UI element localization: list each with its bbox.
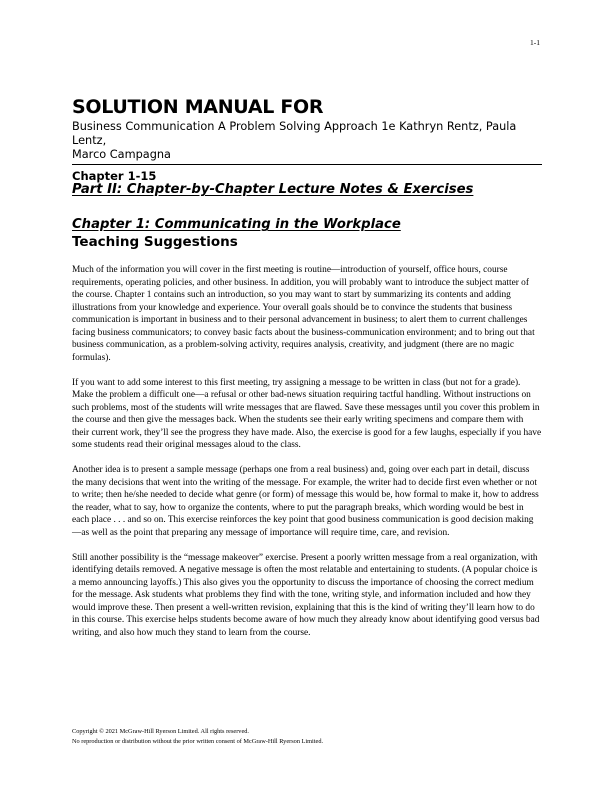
book-title-line-1: Business Communication A Problem Solving Approach 1e Kathryn Rentz, Paula Lentz,	[72, 120, 517, 147]
part-heading: Part II: Chapter-by-Chapter Lecture Notes & Exercises	[72, 182, 474, 197]
chapter-heading: Chapter 1: Communicating in the Workplace	[72, 217, 401, 232]
section-heading: Teaching Suggestions	[72, 234, 238, 250]
page-number: 1-1	[530, 38, 540, 47]
paragraph: If you want to add some interest to this first meeting, try assigning a message to be written in class (but not for a grade). Make the problem a difficult one—a refusal or other bad-news situation requiring tactful handling. Without instructions on such problems, most of the students will write messages that are flawed. Save these messages until you cover this problem in the course and then give the messages back. When the students see their early writing specimens and compare them with their current work, they’ll see the progress they have made. Also, the exercise is good for a few laughs, especially if you have some students read their original messages aloud to the class.	[72, 377, 542, 450]
paragraph: Another idea is to present a sample message (perhaps one from a real business) and, going over each part in detail, discuss the many decisions that went into the writing of the message. For example, the writer had to decide first even whether or not to write; then he/she needed to decide what genre (or form) of message this would be, how formal to make it, how to address the reader, what to say, how to organize the contents, where to put the paragraph breaks, which wording would be best in each place . . . and so on. This exercise reinforces the key point that good business communication is good decision making—as well as the point that preparing any message of importance will require time, care, and revision.	[72, 465, 539, 538]
page-footer	[72, 727, 323, 747]
chapter-range: Chapter 1-15	[72, 169, 157, 183]
paragraph: Still another possibility is the “message makeover” exercise. Present a poorly written message from a real organization, with identifying details removed. A negative message is often the most relatable and entertaining to students. (A popular choice is a memo announcing layoffs.) This also gives you the opportunity to discuss the importance of choosing the correct medium for the message. Ask students what problems they find with the tone, writing style, and information included and how they would improve these. Then present a well-written revision, explaining that this is the kind of writing they’ll learn how to do in this course. This exercise helps students become aware of how much they already know about identifying good versus bad writing, and also how much they stand to learn from the course.	[72, 552, 540, 638]
manual-title: SOLUTION MANUAL FOR	[72, 96, 324, 118]
paragraph: Much of the information you will cover in the first meeting is routine—introduction of yourself, office hours, course requirements, operating policies, and other business. In addition, you will probably want to introduce the subject matter of the course. Chapter 1 contains such an introduction, so you may want to start by summarizing its contents and adding illustrations from your knowledge and experience. Your overall goals should be to convince the students that business communication is important in business and to their personal advancement in business; to alert them to current challenges facing business communicators; to convey basic facts about the business-communication environment; and to bring out that business communication, as a problem-solving activity, requires analysis, creativity, and judgment (there are no magic formulas).	[72, 265, 535, 363]
copyright-notice: Copyright © 2021 McGraw-Hill Ryerson Limited. All rights reserved.	[72, 728, 249, 735]
reproduction-notice: No reproduction or distribution without the prior written consent of McGraw-Hill Ryerson Limited.	[72, 738, 324, 745]
document-header	[72, 96, 542, 183]
header-divider	[72, 164, 542, 165]
book-title-line-2: Marco Campagna	[72, 148, 171, 161]
body-text	[72, 264, 542, 652]
